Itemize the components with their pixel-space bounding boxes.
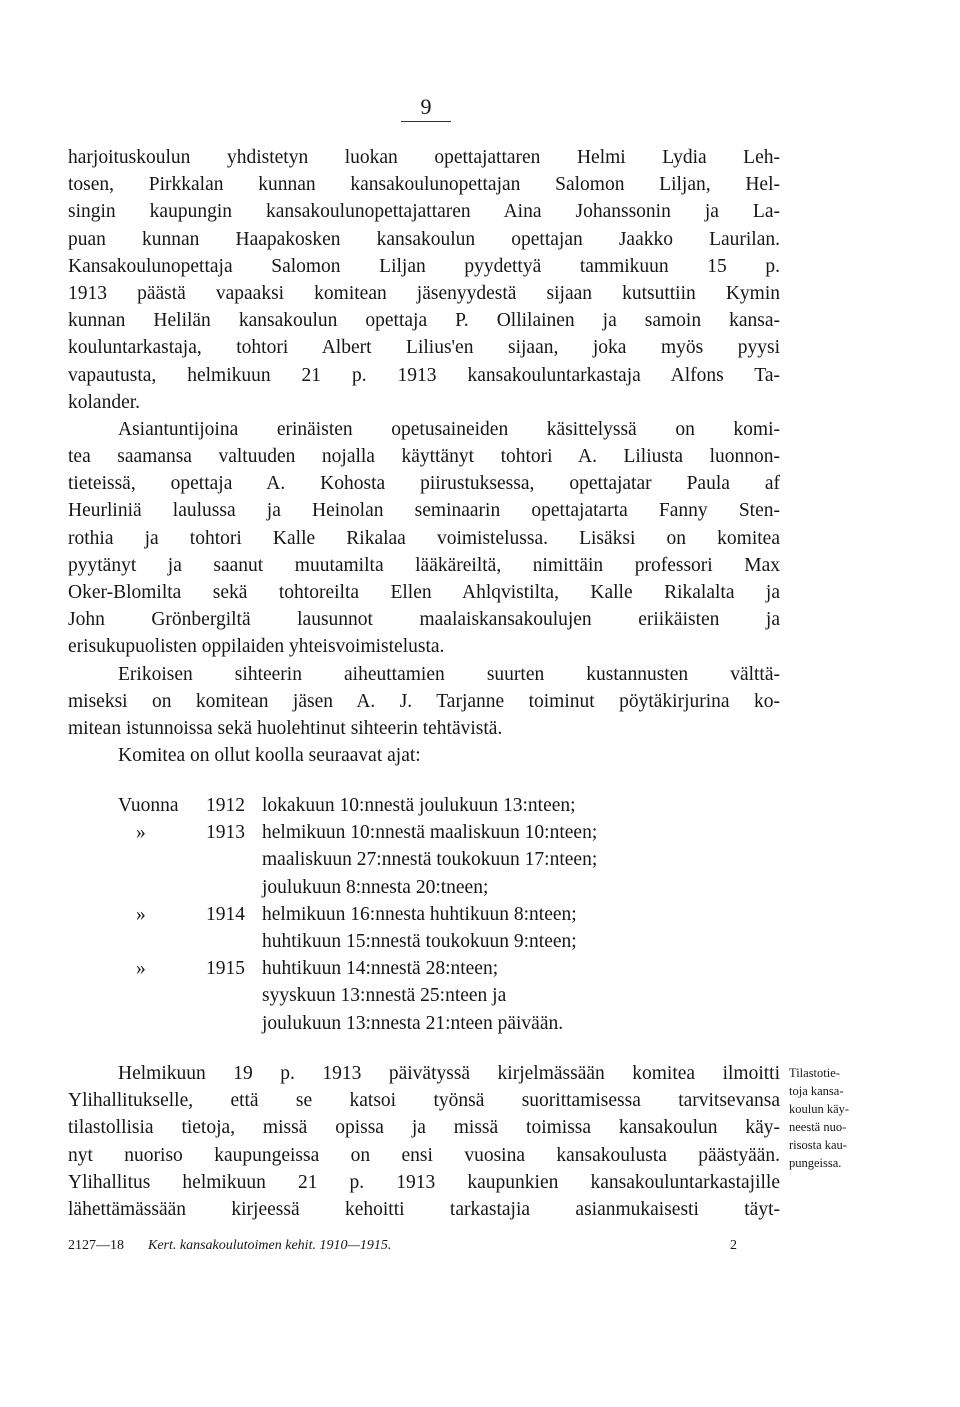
text-line: nyt nuoriso kaupungeissa on ensi vuosina kansakoulusta päästyään. [68,1144,780,1166]
text-line: tosen, Pirkkalan kunnan kansakoulunopettajan Salomon Liljan, Hel- [68,174,780,196]
text-line: Ylihallitus helmikuun 21 p. 1913 kaupunkien kansakouluntarkastajille [68,1171,780,1193]
schedule-ditto-mark: » [136,903,146,925]
text-line: lähettämässään kirjeessä kehoitti tarkastajia asianmukaisesti täyt- [68,1198,780,1220]
schedule-period: joulukuun 13:nnesta 21:nteen päivään. [262,1012,564,1034]
page-number-rule [401,121,451,122]
schedule-period: helmikuun 16:nnesta huhtikuun 8:nteen; [262,903,577,925]
margin-note-line: neestä nuo- [789,1120,847,1134]
paragraph-committee-members [68,144,780,416]
schedule-period: syyskuun 13:nnestä 25:nteen ja [262,985,507,1007]
schedule-year: 1913 [206,822,245,844]
schedule-period: helmikuun 10:nnestä maaliskuun 10:nteen; [262,822,598,844]
margin-note [789,1064,919,1172]
footer-book-title: Kert. kansakoulutoimen kehit. 1910—1915. [148,1238,392,1253]
text-line: erisukupuolisten oppilaiden yhteisvoimistelusta. [68,636,445,658]
schedule-period: maaliskuun 27:nnestä toukokuun 17:nteen; [262,849,598,871]
text-line: Oker-Blomilta sekä tohtoreilta Ellen Ahlqvistilta, Kalle Rikalalta ja [68,582,780,603]
text-line: Komitea on ollut koolla seuraavat ajat: [118,745,421,767]
text-line: miseksi on komitean jäsen A. J. Tarjanne toiminut pöytäkirjurina ko- [68,690,780,712]
footer-signature-mark: 2 [730,1238,737,1253]
schedule-ditto-mark: » [136,822,146,844]
text-line: John Grönbergiltä lausunnot maalaiskansakoulujen eriikäisten ja [68,609,780,631]
text-line: tea saamansa valtuuden nojalla käyttänyt tohtori A. Liliusta luonnon- [68,446,780,468]
margin-note-line: koulun käy- [789,1102,850,1116]
schedule-year: 1915 [206,958,245,980]
schedule-period: huhtikuun 15:nnestä toukokuun 9:nteen; [262,930,577,952]
margin-note-line: toja kansa- [789,1084,844,1098]
text-line: kouluntarkastaja, tohtori Albert Lilius'en sijaan, joka myös pyysi [68,337,780,359]
paragraph-statistics-request [68,1060,780,1223]
paragraph-secretary [68,661,780,743]
text-line: Helmikuun 19 p. 1913 päivätyssä kirjelmässään komitea ilmoitti [118,1063,780,1084]
paragraph-experts [68,416,780,661]
schedule-year: 1914 [206,903,245,925]
text-line: harjoituskoulun yhdistetyn luokan opettajattaren Helmi Lydia Leh- [68,147,780,168]
text-line: Erikoisen sihteerin aiheuttamien suurten kustannusten välttä- [118,663,780,685]
paragraph-meeting-intro [68,742,780,769]
page-number: 9 [420,94,432,119]
schedule-period: joulukuun 8:nnesta 20:tneen; [262,876,489,898]
schedule-period: lokakuun 10:nnestä joulukuun 13:nteen; [262,795,576,816]
text-line: Asiantuntijoina erinäisten opetusaineiden käsittelyssä on komi- [118,418,780,440]
text-line: mitean istunnoissa sekä huolehtinut sihteerin tehtävistä. [68,717,503,739]
text-line: 1913 päästä vapaaksi komitean jäsenyydestä sijaan kutsuttiin Kymin [68,282,780,304]
text-line: vapautusta, helmikuun 21 p. 1913 kansakouluntarkastaja Alfons Ta- [68,364,780,386]
schedule-lead: Vuonna [118,795,179,816]
text-line: Heurliniä laulussa ja Heinolan seminaarin opettajatarta Fanny Sten- [68,500,780,522]
footer-print-code: 2127—18 [68,1238,124,1253]
text-line: kolander. [68,391,141,413]
schedule-year: 1912 [206,795,245,816]
text-line: tilastollisia tietoja, missä opissa ja missä toimissa kansakoulun käy- [68,1117,780,1139]
schedule-ditto-mark: » [136,958,146,980]
text-line: puan kunnan Haapakosken kansakoulun opettajan Jaakko Laurilan. [68,228,780,250]
text-line: Kansakoulunopettaja Salomon Liljan pyydettyä tammikuun 15 p. [68,255,780,277]
text-line: Ylihallitukselle, että se katsoi työnsä suorittamisessa tarvitsevansa [68,1090,780,1112]
body-text [68,144,780,769]
margin-note-line: Tilastotie- [789,1066,840,1080]
margin-note-line: risosta kau- [789,1138,847,1152]
text-line: tieteissä, opettaja A. Kohosta piirustuksessa, opettajatar Paula af [68,473,780,495]
text-line: kunnan Helilän kansakoulun opettaja P. Ollilainen ja samoin kansa- [68,310,780,332]
text-line: pyytänyt ja saanut muutamilta lääkäreiltä, nimittäin professori Max [68,554,780,576]
margin-note-line: pungeissa. [789,1156,842,1170]
text-line: rothia ja tohtori Kalle Rikalaa voimistelussa. Lisäksi on komitea [68,527,780,549]
schedule-period: huhtikuun 14:nnestä 28:nteen; [262,958,499,980]
text-line: singin kaupungin kansakoulunopettajattaren Aina Johanssonin ja La- [68,201,780,223]
